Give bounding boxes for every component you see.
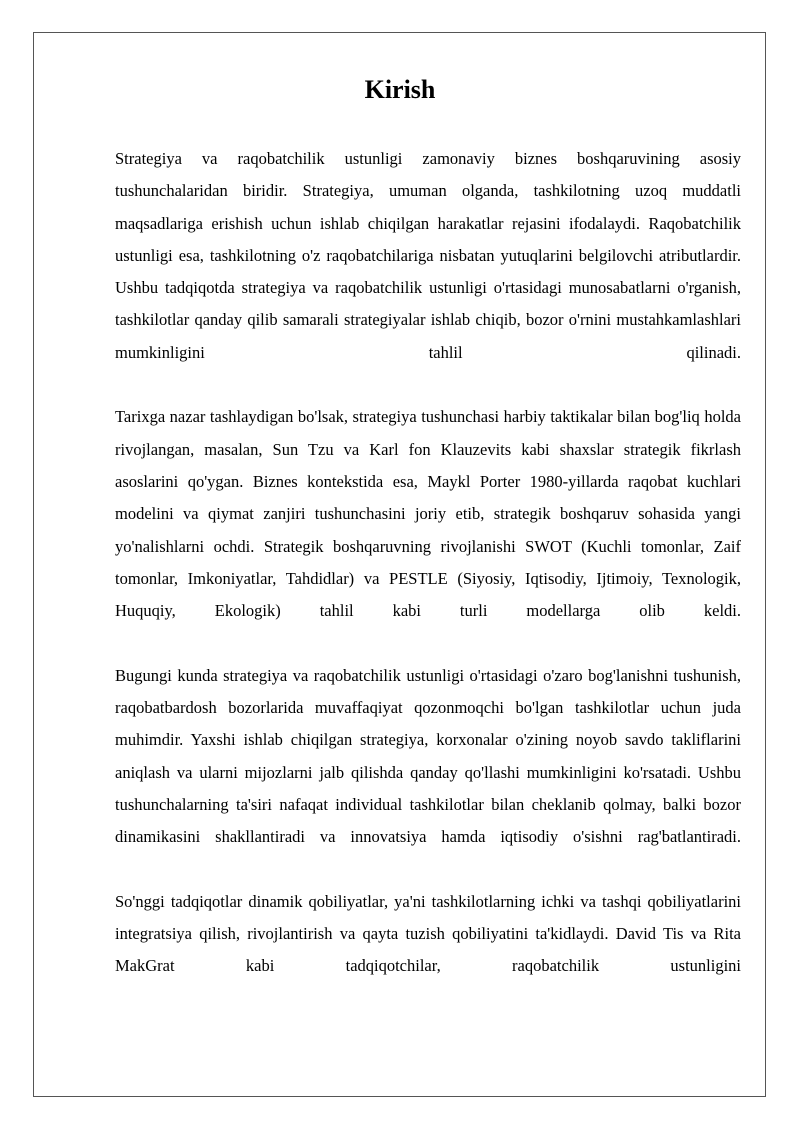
paragraph-1: Strategiya va raqobatchilik ustunligi zamonaviy biznes boshqaruvining asosiy tushunchalaridan biridir. Strategiya, umuman olganda, tashkilotning uzoq muddatli maqsadlariga erishish uchun ishlab chiqilgan harakatlar rejasini ifodalaydi. Raqobatchilik ustunligi esa, tashkilotning o'z raqobatchilariga nisbatan yutuqlarini belgilovchi atributlardir. Ushbu tadqiqotda strategiya va raqobatchilik ustunligi o'rtasidagi munosabatlarni o'rganish, tashkilotlar qanday qilib samarali strategiyalar ishlab chiqib, bozor o'rnini mustahkamlashlari mumkinligini tahlil qilinadi.: [115, 149, 741, 362]
paragraph-3: Bugungi kunda strategiya va raqobatchilik ustunligi o'rtasidagi o'zaro bog'lanishni tushunish, raqobatbardosh bozorlarida muvaffaqiyat qozonmoqchi bo'lgan tashkilotlar uchun juda muhimdir. Yaxshi ishlab chiqilgan strategiya, korxonalar o'zining noyob savdo takliflarini aniqlash va ularni mijozlarni jalb qilishda qanday qo'llashi mumkinligini ko'rsatadi. Ushbu tushunchalarning ta'siri nafaqat individual tashkilotlar bilan cheklanib qolmay, balki bozor dinamikasini shakllantiradi va innovatsiya hamda iqtisodiy o'sishni rag'batlantiradi.: [115, 665, 741, 847]
paragraph-2: Tarixga nazar tashlaydigan bo'lsak, strategiya tushunchasi harbiy taktikalar bilan bog'liq holda rivojlangan, masalan, Sun Tzu va Karl fon Klauzevits kabi shaxslar strategik fikrlash asoslarini qo'ygan. Biznes kontekstida esa, Maykl Porter 1980-yillarda raqobat kuchlari modelini va qiymat zanjiri tushunchasini joriy etib, strategik boshqaruv sohasida yangi yo'nalishlarni ochdi. Strategik boshqaruvning rivojlanishi SWOT (Kuchli tomonlar, Zaif tomonlar, Imkoniyatlar, Tahdidlar) va PESTLE (Siyosiy, Iqtisodiy, Ijtimoiy, Texnologik, Huquqiy, Ekologik) tahlil kabi turli modellarga olib keldi.: [115, 407, 741, 621]
page-title: Kirish: [364, 75, 436, 104]
paragraph-4: So'nggi tadqiqotlar dinamik qobiliyatlar, ya'ni tashkilotlarning ichki va tashqi qobiliyatlarini integratsiya qilish, rivojlantirish va qayta tuzish qobiliyatini ta'kidlaydi. David Tis va Rita MakGrat kabi tadqiqotchilar, raqobatchilik ustunligini: [115, 891, 741, 976]
document-body: [115, 143, 741, 983]
